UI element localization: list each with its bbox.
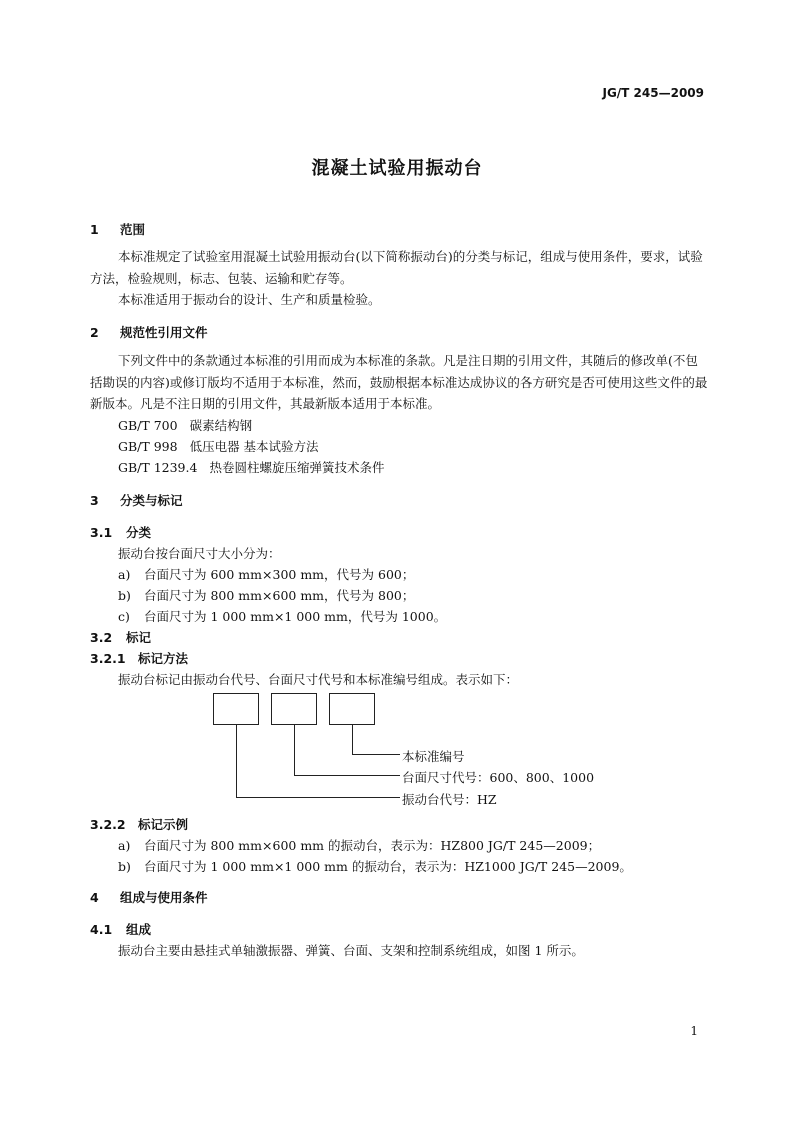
section-title: 标记 xyxy=(126,630,152,645)
list-text: 台面尺寸为 1 000 mm×1 000 mm 的振动台，表示为：HZ1000 JG/T 245—2009。 xyxy=(144,859,632,874)
document-title: 混凝土试验用振动台 xyxy=(311,158,483,179)
leader-line xyxy=(236,725,237,798)
classification-intro: 振动台按台面尺寸大小分为： xyxy=(118,546,281,561)
section-title: 范围 xyxy=(120,222,146,237)
section-title: 规范性引用文件 xyxy=(120,325,208,340)
section-4-1-heading xyxy=(90,920,151,938)
section-3-2-1-heading xyxy=(90,649,188,667)
label-standard-number: 本标准编号 xyxy=(402,749,465,764)
list-marker: c) xyxy=(118,609,130,624)
list-text: 台面尺寸为 600 mm×300 mm，代号为 600； xyxy=(144,567,415,582)
reference-code: GB/T 700 xyxy=(118,418,178,433)
section-number: 3.1 xyxy=(90,525,113,540)
section-number: 3 xyxy=(90,493,99,508)
section-number: 3.2.2 xyxy=(90,817,126,832)
reference-item xyxy=(118,437,319,455)
section-number: 2 xyxy=(90,325,99,340)
section-number: 3.2.1 xyxy=(90,651,126,666)
section-number: 3.2 xyxy=(90,630,113,645)
section-2-paragraph xyxy=(90,350,708,415)
leader-line xyxy=(236,797,400,798)
marking-method-text: 振动台标记由振动台代号、台面尺寸代号和本标准编号组成。表示如下： xyxy=(118,672,519,687)
standard-code: JG/T 245—2009 xyxy=(602,86,704,100)
section-title: 标记示例 xyxy=(138,817,189,832)
leader-line xyxy=(294,725,295,776)
leader-line xyxy=(352,725,353,755)
paragraph-text: 本标准规定了试验室用混凝土试验用振动台(以下简称振动台)的分类与标记，组成与使用条件，要求，试验方法，检验规则，标志、包装、运输和贮存等。 xyxy=(90,249,703,286)
paragraph-text: 下列文件中的条款通过本标准的引用而成为本标准的条款。凡是注日期的引用文件，其随后的修改单(不包括勘误的内容)或修订版均不适用于本标准，然而，鼓励根据本标准达成协议的各方研究是否可使用这些文件的最新版本。凡是不注日期的引用文件，其最新版本适用于本标准。 xyxy=(90,353,708,411)
section-4-heading xyxy=(90,888,208,906)
list-marker: b) xyxy=(118,859,131,874)
section-title: 标记方法 xyxy=(138,651,189,666)
section-2-heading xyxy=(90,323,208,341)
section-title: 组成与使用条件 xyxy=(120,890,208,905)
section-3-heading xyxy=(90,491,183,509)
section-title: 分类 xyxy=(126,525,152,540)
marking-box-3 xyxy=(329,693,375,725)
list-text: 台面尺寸为 800 mm×600 mm 的振动台，表示为：HZ800 JG/T 245—2009； xyxy=(144,838,601,853)
marking-box-2 xyxy=(271,693,317,725)
list-marker: a) xyxy=(118,838,131,853)
page-number: 1 xyxy=(690,1024,698,1038)
label-table-size-code: 台面尺寸代号：600、800、1000 xyxy=(402,770,595,785)
list-text: 台面尺寸为 1 000 mm×1 000 mm，代号为 1000。 xyxy=(144,609,447,624)
reference-name: 低压电器 基本试验方法 xyxy=(189,439,319,454)
list-item xyxy=(118,565,414,583)
reference-code: GB/T 998 xyxy=(118,439,178,454)
label-vibrator-code: 振动台代号：HZ xyxy=(402,792,497,807)
section-title: 分类与标记 xyxy=(120,493,183,508)
section-3-1-heading xyxy=(90,523,151,541)
section-number: 4.1 xyxy=(90,922,113,937)
list-text: 台面尺寸为 800 mm×600 mm，代号为 800； xyxy=(144,588,415,603)
list-item xyxy=(118,586,414,604)
section-number: 1 xyxy=(90,222,99,237)
list-item xyxy=(118,857,632,875)
section-title: 组成 xyxy=(126,922,152,937)
marking-box-1 xyxy=(213,693,259,725)
section-1-heading xyxy=(90,220,145,238)
list-marker: a) xyxy=(118,567,131,582)
section-number: 4 xyxy=(90,890,99,905)
section-3-2-heading xyxy=(90,628,151,646)
reference-name: 热卷圆柱螺旋压缩弹簧技术条件 xyxy=(209,460,385,475)
list-item xyxy=(118,607,446,625)
section-3-2-2-heading xyxy=(90,815,188,833)
list-marker: b) xyxy=(118,588,131,603)
leader-line xyxy=(294,775,400,776)
reference-name: 碳素结构钢 xyxy=(189,418,253,433)
reference-item xyxy=(118,458,384,476)
list-item xyxy=(118,836,600,854)
paragraph-text: 本标准适用于振动台的设计、生产和质量检验。 xyxy=(118,292,381,307)
composition-text: 振动台主要由悬挂式单轴激振器、弹簧、台面、支架和控制系统组成，如图 1 所示。 xyxy=(118,943,584,958)
reference-code: GB/T 1239.4 xyxy=(118,460,198,475)
section-1-paragraph-2 xyxy=(90,289,708,311)
leader-line xyxy=(352,754,400,755)
section-1-paragraph-1 xyxy=(90,246,708,289)
reference-item xyxy=(118,416,252,434)
